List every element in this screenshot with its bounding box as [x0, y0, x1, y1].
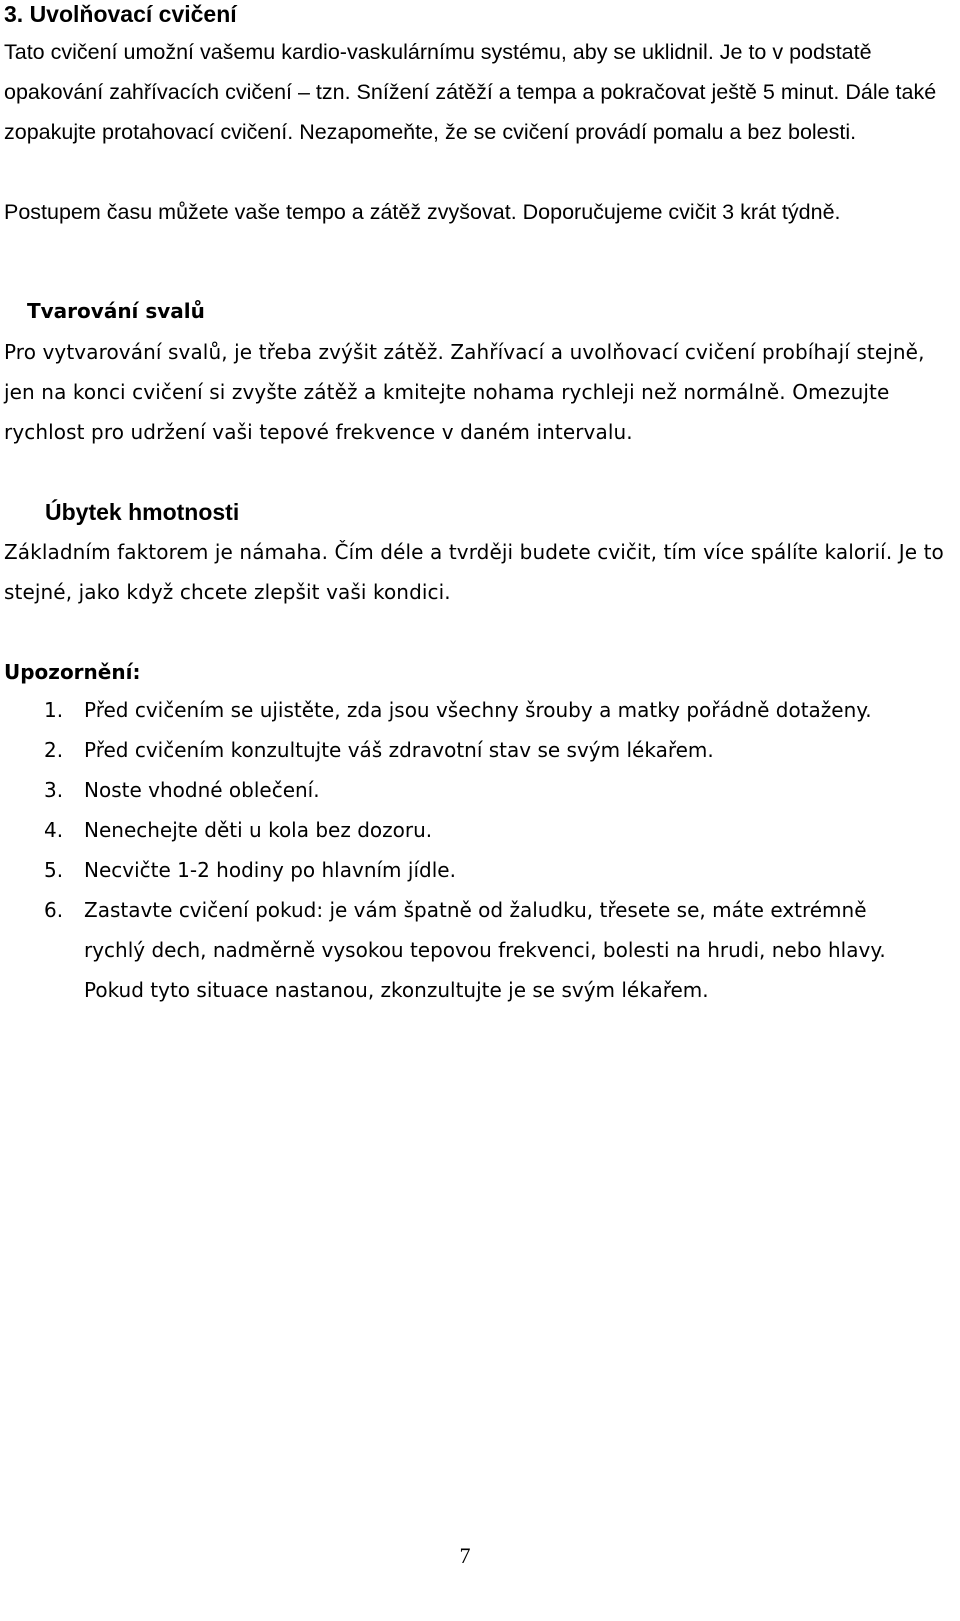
warnings-list [0, 690, 960, 1010]
list-item-number: 2. [44, 738, 64, 762]
list-item-number: 1. [44, 698, 64, 722]
list-item-number: 5. [44, 858, 64, 882]
progress-paragraph: Postupem času můžete vaše tempo a zátěž zvyšovat. Doporučujeme cvičit 3 krát týdně. [4, 200, 841, 224]
muscle-shaping-paragraph: Pro vytvarování svalů, je třeba zvýšit zátěž. Zahřívací a uvolňovací cvičení probíhají stejně, jen na konci cvičení si zvyšte zátěž a kmitejte nohama rychleji než normálně. Omezujte rychlost pro udržení vaši tepové frekvence v daném intervalu. [4, 340, 925, 444]
weight-loss-paragraph: Základním faktorem je námaha. Čím déle a tvrději budete cvičit, tím více spálíte kalorií. Je to stejné, jako když chcete zlepšit vaši kondici. [4, 540, 944, 604]
list-item-number: 4. [44, 818, 64, 842]
list-item-text: Nenechejte děti u kola bez dozoru. [84, 818, 433, 842]
list-item [0, 730, 904, 770]
list-item [0, 810, 904, 850]
list-item [0, 890, 904, 1010]
list-item [0, 850, 904, 890]
list-item-text: Před cvičením se ujistěte, zda jsou všechny šrouby a matky pořádně dotaženy. [84, 698, 872, 722]
section-heading-cooldown: 3. Uvolňovací cvičení [4, 1, 237, 27]
list-item-text: Necvičte 1-2 hodiny po hlavním jídle. [84, 858, 456, 882]
list-item-text: Noste vhodné oblečení. [84, 778, 320, 802]
page-number: 7 [459, 1543, 471, 1568]
subheading-weight-loss: Úbytek hmotnosti [45, 499, 240, 525]
warnings-heading: Upozornění: [4, 660, 141, 684]
list-item-text: Před cvičením konzultujte váš zdravotní stav se svým lékařem. [84, 738, 714, 762]
list-item-number: 6. [44, 898, 64, 922]
cooldown-paragraph: Tato cvičení umožní vašemu kardio-vaskulárnímu systému, aby se uklidnil. Je to v podstatě opakování zahřívacích cvičení – tzn. Snížení zátěží a tempa a pokračovat ještě 5 minut. Dále také zopakujte protahovací cvičení. Nezapomeňte, že se cvičení provádí pomalu a bez bolesti. [4, 40, 937, 144]
list-item-number: 3. [44, 778, 64, 802]
list-item [0, 690, 904, 730]
subheading-muscle-shaping: Tvarování svalů [27, 299, 205, 323]
list-item-text: Zastavte cvičení pokud: je vám špatně od žaludku, třesete se, máte extrémně rychlý dech, nadměrně vysokou tepovou frekvenci, bolesti na hrudi, nebo hlavy. Pokud tyto situace nastanou, zkonzultujte je se svým lékařem. [84, 898, 886, 1002]
list-item [0, 770, 904, 810]
